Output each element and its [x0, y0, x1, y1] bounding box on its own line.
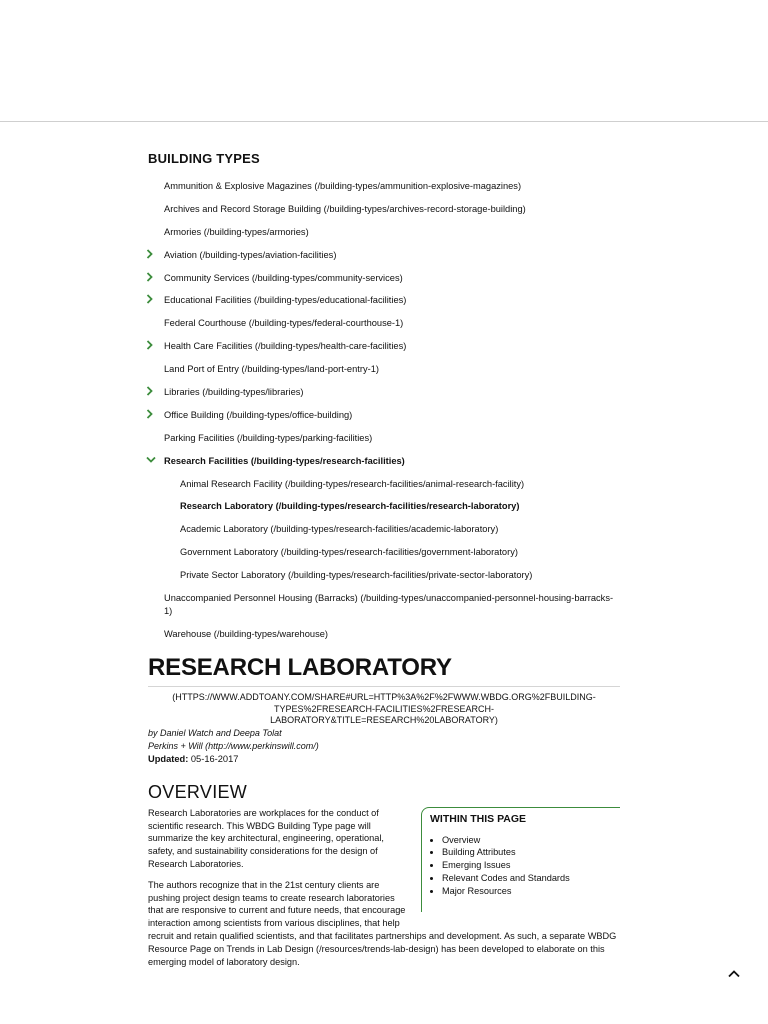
- nav-item-label[interactable]: Office Building (/building-types/office-building): [164, 409, 353, 420]
- nav-item-label[interactable]: Warehouse (/building-types/warehouse): [164, 629, 328, 640]
- nav-item-label[interactable]: Unaccompanied Personnel Housing (Barracks) (/building-types/unaccompanied-personnel-housing-barracks-1): [164, 593, 614, 617]
- nav-item-aviation[interactable]: [148, 244, 620, 267]
- subnav-item-label[interactable]: Research Laboratory (/building-types/research-facilities/research-laboratory): [180, 501, 520, 512]
- nav-item-community-services[interactable]: [148, 267, 620, 290]
- nav-item-warehouse[interactable]: [148, 623, 620, 646]
- chevron-right-icon[interactable]: [146, 272, 156, 282]
- updated-value: 05-16-2017: [190, 753, 239, 764]
- nav-item-federal-courthouse[interactable]: [148, 312, 620, 335]
- subnav-item-label[interactable]: Academic Laboratory (/building-types/research-facilities/academic-laboratory): [180, 524, 499, 535]
- subnav-item-animal-research[interactable]: [164, 473, 620, 496]
- main-content: [148, 140, 620, 976]
- back-to-top-button[interactable]: [724, 964, 744, 984]
- research-facilities-subnav: [164, 473, 620, 587]
- nav-item-label[interactable]: Community Services (/building-types/community-services): [164, 272, 403, 283]
- toc-list: [430, 834, 620, 898]
- nav-item-label[interactable]: Parking Facilities (/building-types/parking-facilities): [164, 432, 373, 443]
- nav-item-label[interactable]: Ammunition & Explosive Magazines (/building-types/ammunition-explosive-magazines): [164, 181, 522, 191]
- title-divider: [148, 686, 620, 687]
- nav-item-archives[interactable]: [148, 198, 620, 221]
- overview-paragraph-1: Research Laboratories are workplaces for the conduct of scientific research. This WBDG Building Type page will summarize the key architectural, engineering, operational, safety, and sustainability considerations for the design of Research Laboratories.: [148, 807, 384, 869]
- building-types-heading: BUILDING TYPES: [148, 151, 260, 166]
- nav-item-research-facilities[interactable]: [148, 450, 620, 587]
- within-this-page-box: [421, 807, 620, 912]
- subnav-item-government-laboratory[interactable]: [164, 541, 620, 564]
- subnav-item-research-laboratory[interactable]: [164, 495, 620, 518]
- nav-item-armories[interactable]: [148, 221, 620, 244]
- nav-item-label[interactable]: Libraries (/building-types/libraries): [164, 387, 304, 398]
- updated-label: Updated:: [148, 753, 189, 764]
- nav-item-parking[interactable]: [148, 427, 620, 450]
- subnav-item-label[interactable]: Animal Research Facility (/building-types/research-facilities/animal-research-facility): [180, 478, 525, 489]
- toc-title: WITHIN THIS PAGE: [430, 812, 527, 825]
- subnav-item-academic-laboratory[interactable]: [164, 518, 620, 541]
- toc-item-codes-standards[interactable]: • Relevant Codes and Standards: [442, 872, 620, 885]
- byline-org-link[interactable]: Perkins + Will (http://www.perkinswill.com/): [148, 740, 319, 751]
- subnav-item-private-sector-laboratory[interactable]: [164, 564, 620, 587]
- chevron-right-icon[interactable]: [146, 249, 156, 259]
- nav-item-unaccompanied-housing[interactable]: [148, 587, 620, 623]
- chevron-right-icon[interactable]: [146, 340, 156, 350]
- header-divider: [0, 121, 768, 122]
- overview-paragraph-2: The authors recognize that in the 21st century clients are pushing project design teams to create research laboratories that are responsive to current and future needs, that encourage interaction among scientists from various disciplines, that help recruit and retain qualified scientists, and that facilitates partnerships and development. As such, a separate WBDG Resource Page on Trends in Lab Design (/resources/trends-lab-design) has been developed to elaborate on this emerging model of laboratory design.: [148, 879, 617, 967]
- nav-item-educational[interactable]: [148, 289, 620, 312]
- nav-item-health-care[interactable]: [148, 335, 620, 358]
- toc-item-overview[interactable]: • Overview: [442, 834, 620, 847]
- chevron-right-icon[interactable]: [146, 409, 156, 419]
- toc-item-building-attributes[interactable]: • Building Attributes: [442, 846, 620, 859]
- chevron-up-icon[interactable]: [724, 971, 744, 988]
- nav-item-label[interactable]: Land Port of Entry (/building-types/land-port-entry-1): [164, 364, 379, 375]
- nav-item-label[interactable]: Educational Facilities (/building-types/educational-facilities): [164, 295, 407, 306]
- overview-heading: OVERVIEW: [148, 781, 248, 802]
- building-types-nav: [148, 175, 620, 646]
- nav-item-office-building[interactable]: [148, 404, 620, 427]
- updated-date: [148, 753, 620, 766]
- page-title: RESEARCH LABORATORY: [148, 654, 452, 682]
- nav-item-ammunition[interactable]: [148, 175, 620, 198]
- subnav-item-label[interactable]: Private Sector Laboratory (/building-types/research-facilities/private-sector-laboratory): [180, 570, 533, 581]
- nav-item-libraries[interactable]: [148, 381, 620, 404]
- byline-authors: by Daniel Watch and Deepa Tolat: [148, 727, 282, 738]
- nav-item-label[interactable]: Research Facilities (/building-types/research-facilities): [164, 455, 405, 466]
- subnav-item-label[interactable]: Government Laboratory (/building-types/research-facilities/government-laboratory): [180, 547, 518, 558]
- toc-item-emerging-issues[interactable]: • Emerging Issues: [442, 859, 620, 872]
- nav-item-label[interactable]: Federal Courthouse (/building-types/federal-courthouse-1): [164, 318, 404, 329]
- nav-item-label[interactable]: Aviation (/building-types/aviation-facilities): [164, 249, 337, 260]
- nav-item-label[interactable]: Armories (/building-types/armories): [164, 226, 309, 237]
- share-link[interactable]: (HTTPS://WWW.ADDTOANY.COM/SHARE#URL=HTTP%3A%2F%2FWWW.WBDG.ORG%2FBUILDING-TYPES%2FRESEARCH-FACILITIES%2FRESEARCH-LABORATORY&TITLE=RESEARCH%20LABORATORY): [172, 692, 596, 726]
- nav-item-label[interactable]: Archives and Record Storage Building (/building-types/archives-record-storage-building): [164, 203, 526, 214]
- toc-item-major-resources[interactable]: • Major Resources: [442, 885, 620, 898]
- chevron-down-icon[interactable]: [146, 455, 156, 465]
- chevron-right-icon[interactable]: [146, 386, 156, 396]
- nav-item-label[interactable]: Health Care Facilities (/building-types/health-care-facilities): [164, 341, 407, 352]
- chevron-right-icon[interactable]: [146, 294, 156, 304]
- overview-body: [148, 807, 620, 969]
- nav-item-land-port[interactable]: [148, 358, 620, 381]
